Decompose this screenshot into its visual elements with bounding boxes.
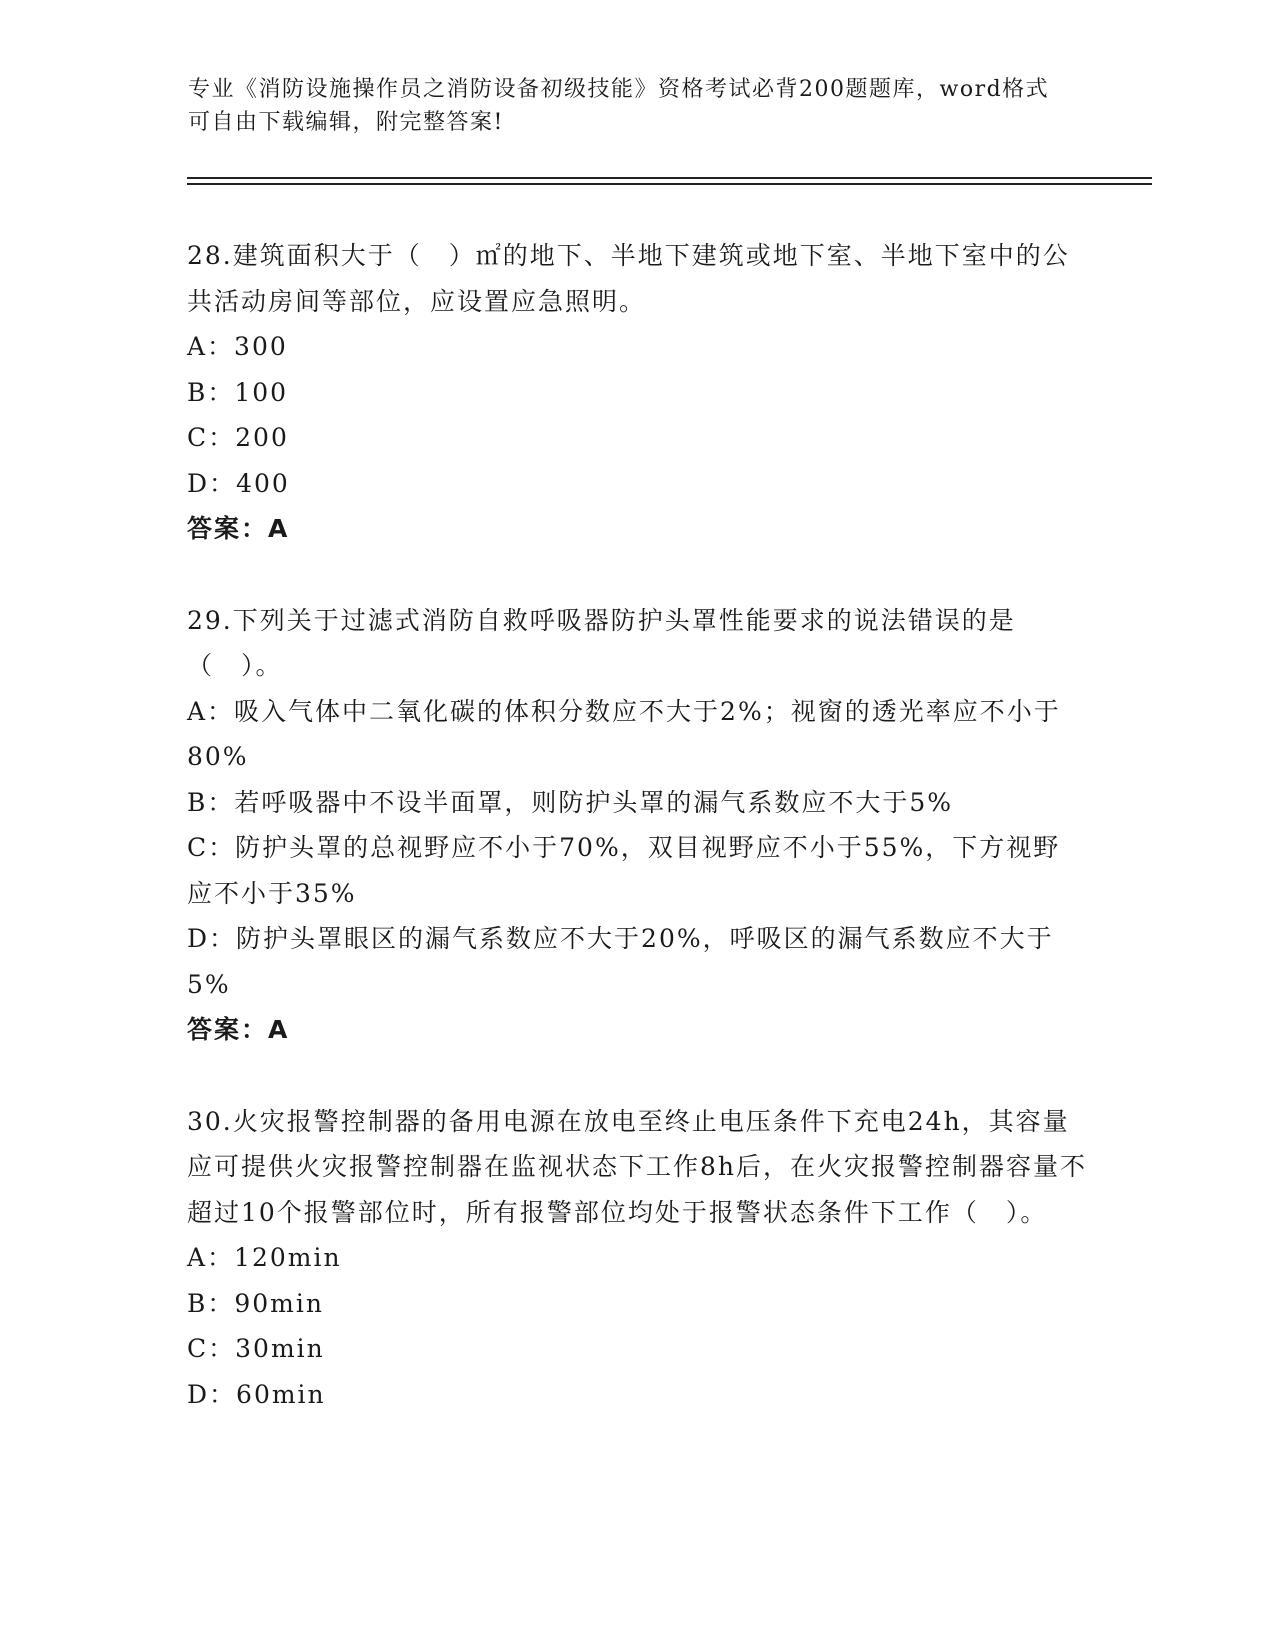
question-stem: 30.火灾报警控制器的备用电源在放电至终止电压条件下充电24h，其容量应可提供火灾报警控制器在监视状态下工作8h后，在火灾报警控制器容量不超过10个报警部位时，所有报警部位均处于报警状态条件下工作（ ）。 xyxy=(187,1106,1088,1227)
answer-label: 答案：A xyxy=(187,1015,290,1044)
option-a: A：300 xyxy=(187,332,288,361)
question-stem: 29.下列关于过滤式消防自救呼吸器防护头罩性能要求的说法错误的是（ ）。 xyxy=(187,605,1016,680)
header-rule-top xyxy=(187,177,1152,179)
question-30 xyxy=(187,1099,1087,1418)
option-d: D：400 xyxy=(187,468,290,498)
option-c: C：200 xyxy=(187,423,289,452)
question-list xyxy=(187,233,1087,1417)
question-stem: 28.建筑面积大于（ ）㎡的地下、半地下建筑或地下室、半地下室中的公共活动房间等部位，应设置应急照明。 xyxy=(187,241,1070,316)
option-d: D：60min xyxy=(187,1379,326,1409)
option-c: C：防护头罩的总视野应不小于70%，双目视野应不小于55%，下方视野应不小于35% xyxy=(187,833,1061,908)
question-29 xyxy=(187,598,1087,1053)
question-28 xyxy=(187,233,1087,552)
document-header: 专业《消防设施操作员之消防设备初级技能》资格考试必背200题题库，word格式可自由下载编辑，附完整答案! xyxy=(188,77,1050,135)
option-a: A：120min xyxy=(187,1243,342,1272)
option-d: D：防护头罩眼区的漏气系数应不大于20%，呼吸区的漏气系数应不大于5% xyxy=(187,924,1054,999)
answer-label: 答案：A xyxy=(187,514,290,543)
question-gap xyxy=(187,552,1087,598)
question-gap xyxy=(187,1053,1087,1099)
option-c: C：30min xyxy=(187,1334,325,1363)
option-a: A：吸入气体中二氧化碳的体积分数应不大于2%；视窗的透光率应不小于80% xyxy=(187,696,1061,771)
header-rule-bottom xyxy=(187,183,1152,185)
option-b: B：90min xyxy=(187,1288,324,1318)
option-b: B：100 xyxy=(187,377,289,407)
option-b: B：若呼吸器中不设半面罩，则防护头罩的漏气系数应不大于5% xyxy=(187,787,954,817)
